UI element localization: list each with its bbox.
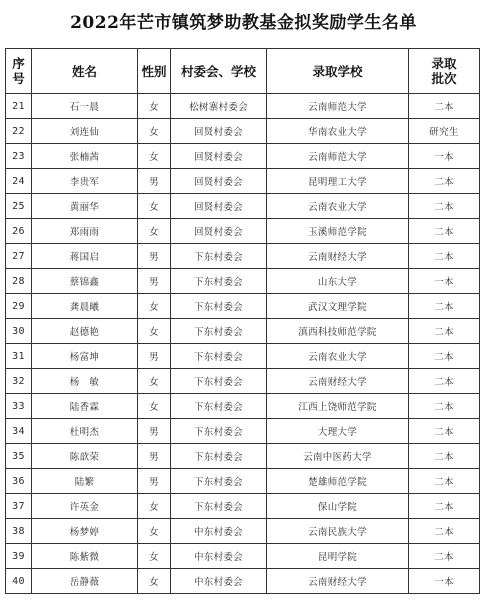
cell-batch: 二本: [409, 169, 480, 194]
cell-gender: 女: [138, 519, 171, 544]
cell-village: 中东村委会: [171, 544, 267, 569]
table-row: [6, 194, 480, 219]
cell-village: 下东村委会: [171, 394, 267, 419]
header-seq-line2: 号: [12, 71, 25, 86]
cell-school: 云南财经大学: [267, 569, 409, 594]
cell-school: 玉溪师范学院: [267, 219, 409, 244]
cell-batch: 二本: [409, 419, 480, 444]
cell-school: 江西上饶师范学院: [267, 394, 409, 419]
cell-gender: 女: [138, 569, 171, 594]
cell-village: 回贤村委会: [171, 194, 267, 219]
cell-name: 杜明杰: [32, 419, 138, 444]
cell-village: 下东村委会: [171, 469, 267, 494]
cell-seq: 28: [6, 269, 32, 294]
cell-seq: 31: [6, 344, 32, 369]
cell-gender: 女: [138, 119, 171, 144]
cell-gender: 男: [138, 344, 171, 369]
cell-seq: 36: [6, 469, 32, 494]
cell-gender: 女: [138, 319, 171, 344]
cell-village: 回贤村委会: [171, 119, 267, 144]
cell-batch: 二本: [409, 544, 480, 569]
cell-school: 云南农业大学: [267, 344, 409, 369]
cell-school: 保山学院: [267, 494, 409, 519]
table-body: [6, 94, 480, 594]
cell-gender: 女: [138, 219, 171, 244]
cell-seq: 25: [6, 194, 32, 219]
cell-seq: 38: [6, 519, 32, 544]
cell-school: 滇西科技师范学院: [267, 319, 409, 344]
cell-gender: 女: [138, 94, 171, 119]
cell-batch: 研究生: [409, 119, 480, 144]
cell-gender: 女: [138, 494, 171, 519]
table-row: [6, 569, 480, 594]
table-row: [6, 494, 480, 519]
cell-village: 下东村委会: [171, 444, 267, 469]
cell-seq: 34: [6, 419, 32, 444]
cell-seq: 21: [6, 94, 32, 119]
cell-batch: 一本: [409, 569, 480, 594]
cell-village: 回贤村委会: [171, 169, 267, 194]
header-batch: [409, 49, 480, 94]
cell-batch: 二本: [409, 444, 480, 469]
cell-batch: 二本: [409, 469, 480, 494]
table-row: [6, 394, 480, 419]
cell-batch: 二本: [409, 244, 480, 269]
table-row: [6, 519, 480, 544]
document-title: 2022年芒市镇筑梦助教基金拟奖励学生名单: [70, 13, 417, 33]
header-name: 姓名: [32, 49, 138, 94]
cell-name: 龚晨曦: [32, 294, 138, 319]
cell-village: 下东村委会: [171, 269, 267, 294]
cell-batch: 一本: [409, 269, 480, 294]
student-list-table: [5, 48, 480, 594]
cell-batch: 二本: [409, 519, 480, 544]
table-row: [6, 469, 480, 494]
cell-village: 松树寨村委会: [171, 94, 267, 119]
cell-name: 蒋国启: [32, 244, 138, 269]
table-row: [6, 444, 480, 469]
cell-gender: 男: [138, 469, 171, 494]
cell-name: 许英金: [32, 494, 138, 519]
cell-batch: 二本: [409, 294, 480, 319]
cell-seq: 37: [6, 494, 32, 519]
table-row: [6, 294, 480, 319]
table-row: [6, 94, 480, 119]
cell-batch: 一本: [409, 144, 480, 169]
cell-school: 华南农业大学: [267, 119, 409, 144]
cell-name: 李贵军: [32, 169, 138, 194]
cell-school: 昆明理工大学: [267, 169, 409, 194]
cell-batch: 二本: [409, 369, 480, 394]
cell-seq: 23: [6, 144, 32, 169]
cell-school: 大理大学: [267, 419, 409, 444]
cell-school: 云南民族大学: [267, 519, 409, 544]
cell-name: 蔡锦鑫: [32, 269, 138, 294]
cell-batch: 二本: [409, 94, 480, 119]
cell-village: 回贤村委会: [171, 144, 267, 169]
cell-seq: 27: [6, 244, 32, 269]
cell-seq: 24: [6, 169, 32, 194]
cell-village: 回贤村委会: [171, 219, 267, 244]
header-seq: [6, 49, 32, 94]
cell-village: 下东村委会: [171, 494, 267, 519]
cell-name: 杨富坤: [32, 344, 138, 369]
cell-name: 张楠茜: [32, 144, 138, 169]
cell-village: 下东村委会: [171, 244, 267, 269]
cell-school: 云南师范大学: [267, 94, 409, 119]
cell-batch: 二本: [409, 494, 480, 519]
cell-seq: 26: [6, 219, 32, 244]
cell-gender: 男: [138, 419, 171, 444]
cell-gender: 女: [138, 369, 171, 394]
cell-gender: 女: [138, 394, 171, 419]
cell-batch: 二本: [409, 394, 480, 419]
cell-seq: 30: [6, 319, 32, 344]
cell-gender: 女: [138, 544, 171, 569]
cell-school: 山东大学: [267, 269, 409, 294]
cell-batch: 二本: [409, 219, 480, 244]
cell-gender: 男: [138, 244, 171, 269]
cell-seq: 22: [6, 119, 32, 144]
cell-school: 武汉文理学院: [267, 294, 409, 319]
cell-name: 石一晨: [32, 94, 138, 119]
cell-school: 云南财经大学: [267, 244, 409, 269]
cell-seq: 33: [6, 394, 32, 419]
cell-village: 下东村委会: [171, 319, 267, 344]
cell-name: 岳静薇: [32, 569, 138, 594]
cell-village: 下东村委会: [171, 294, 267, 319]
cell-seq: 35: [6, 444, 32, 469]
header-batch-line2: 批次: [431, 71, 457, 86]
cell-village: 下东村委会: [171, 369, 267, 394]
cell-school: 云南中医药大学: [267, 444, 409, 469]
cell-school: 楚雄师范学院: [267, 469, 409, 494]
cell-name: 赵德艳: [32, 319, 138, 344]
cell-seq: 29: [6, 294, 32, 319]
cell-village: 中东村委会: [171, 569, 267, 594]
cell-name: 陈歆荣: [32, 444, 138, 469]
cell-gender: 女: [138, 194, 171, 219]
cell-name: 陈紫微: [32, 544, 138, 569]
cell-name: 杨 敏: [32, 369, 138, 394]
cell-village: 下东村委会: [171, 419, 267, 444]
table-row: [6, 344, 480, 369]
cell-batch: 二本: [409, 319, 480, 344]
table-row: [6, 369, 480, 394]
cell-village: 下东村委会: [171, 344, 267, 369]
cell-gender: 女: [138, 294, 171, 319]
cell-school: 昆明学院: [267, 544, 409, 569]
cell-name: 刘连仙: [32, 119, 138, 144]
table-row: [6, 319, 480, 344]
cell-name: 陆繁: [32, 469, 138, 494]
cell-batch: 二本: [409, 344, 480, 369]
table-row: [6, 244, 480, 269]
cell-gender: 女: [138, 144, 171, 169]
cell-gender: 男: [138, 169, 171, 194]
header-gender: 性别: [138, 49, 171, 94]
table-header-row: [6, 49, 480, 94]
table-row: [6, 169, 480, 194]
table-row: [6, 419, 480, 444]
cell-batch: 二本: [409, 194, 480, 219]
cell-name: 黄丽华: [32, 194, 138, 219]
cell-name: 杨梦婷: [32, 519, 138, 544]
cell-name: 郑雨雨: [32, 219, 138, 244]
cell-gender: 男: [138, 444, 171, 469]
cell-name: 陆香霖: [32, 394, 138, 419]
table-row: [6, 219, 480, 244]
cell-school: 云南农业大学: [267, 194, 409, 219]
table-row: [6, 544, 480, 569]
cell-seq: 40: [6, 569, 32, 594]
header-school: 录取学校: [267, 49, 409, 94]
cell-seq: 32: [6, 369, 32, 394]
header-batch-line1: 录取: [431, 56, 457, 71]
table-row: [6, 144, 480, 169]
header-seq-line1: 序: [12, 56, 25, 71]
cell-gender: 男: [138, 269, 171, 294]
cell-school: 云南财经大学: [267, 369, 409, 394]
table-row: [6, 269, 480, 294]
cell-seq: 39: [6, 544, 32, 569]
cell-school: 云南师范大学: [267, 144, 409, 169]
table-row: [6, 119, 480, 144]
cell-village: 中东村委会: [171, 519, 267, 544]
header-village: 村委会、学校: [171, 49, 267, 94]
